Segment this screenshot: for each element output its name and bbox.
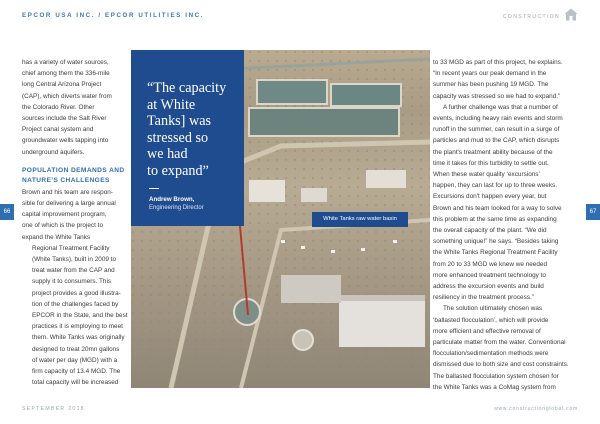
publication-header: EPCOR USA INC. / EPCOR UTILITIES INC.	[22, 12, 205, 19]
pull-quote-divider	[149, 188, 159, 189]
photo-caption: White Tanks raw water basin	[312, 212, 408, 227]
pull-quote-role: Engineering Director	[149, 205, 204, 211]
home-icon[interactable]	[564, 8, 578, 21]
body-paragraph: Brown and his team are respon- sible for delivering a large annual capital improvement program, one of which is the project to expand the White Tanks	[22, 188, 116, 241]
section-label: CONSTRUCTION	[502, 14, 560, 20]
body-paragraph-continued: Regional Treatment Facility (White Tanks), built in 2009 to treat water from the CAP and supply it to consumers. This project provides a good illustra- tion of the challenges faced by EPCOR in the State, and the best practices it is employing to meet them. White Tanks was originally designed to treat 20mn gallons of water per day (MGD) with a firm capacity of 13.4 MGD. The total capacity will be increased	[32, 244, 128, 387]
pull-quote: “The capacity at White Tanks] was stressed so we had to expand”	[147, 80, 227, 179]
pull-quote-author: Andrew Brown,	[149, 196, 195, 203]
section-subheading: POPULATION DEMANDS AND NATURE'S CHALLENGES	[22, 166, 125, 185]
left-body-column	[22, 57, 128, 388]
footer-date: SEPTEMBER 2018	[22, 406, 85, 412]
page-number-left: 66	[0, 204, 14, 220]
right-body-column: to 33 MGD as part of this project, he explains. “In recent years our peak demand in the summer has been pushing 19 MGD. The capacity was stressed so we had to expand.” A further challenge was that a number of events, including heavy rain events and storm runoff in the summer, can result in a surge of particles and mud to the CAP, which disrupts the plant's treatment ability because of the time it takes for this turbidity to settle out. When these water quality ‘excursions’ happen, they can last for up to three weeks. Excursions don't happen every year, but Brown and his team looked for a way to solve this problem at the same time as expanding the overall capacity of the plant. “We did something unique!” he says. “Besides taking the White Tanks Regional Treatment Facility from 20 to 33 MGD we knew we needed more enhanced treatment technology to address the excursion events and build resiliency in the treatment process.” The solution ultimately chosen was ‘ballasted flocculation’, which will provide more efficient and effective removal of particulate matter from the water. Conventional flocculation/sedimentation methods were dismissed due to both size and cost constraints. The ballasted flocculation system chosen for the White Tanks was a CoMag system from	[433, 59, 569, 391]
footer-website[interactable]: www.constructionglobal.com	[494, 406, 578, 412]
intro-paragraph: has a variety of water sources, chief among them the 336-mile long Central Arizona Project (CAP), which diverts water from the Colorado River. Other sources include the Salt River Project canal system and groundwater wells tapping into underground aquifers.	[22, 59, 112, 156]
page-number-right: 67	[586, 204, 600, 220]
